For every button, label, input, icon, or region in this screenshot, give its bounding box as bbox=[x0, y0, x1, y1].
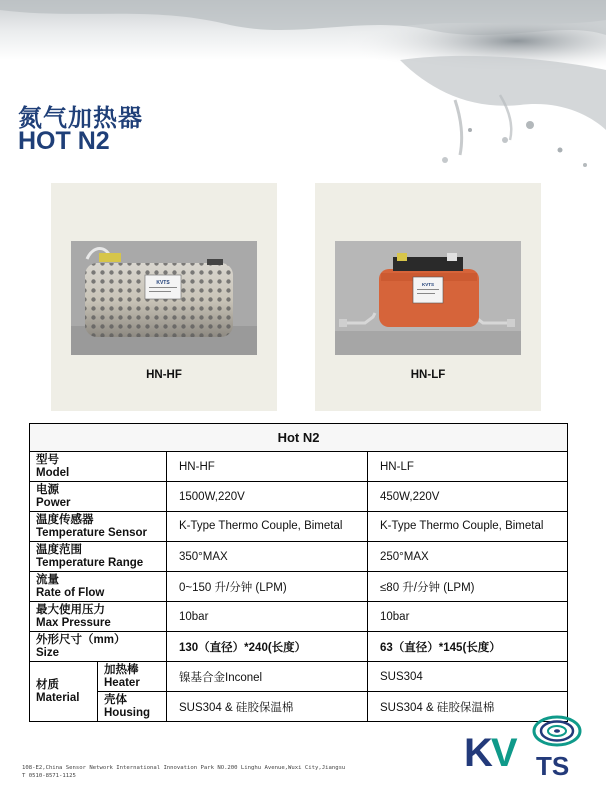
page-title-cn: 氮气加热器 bbox=[18, 105, 143, 132]
value-hn-lf: 250°MAX bbox=[368, 542, 568, 572]
footer-phone: T 0510-8571-1125 bbox=[22, 773, 76, 779]
value-hn-hf: 1500W,220V bbox=[167, 482, 368, 512]
row-label bbox=[30, 512, 167, 542]
row-label-cn: 电源 bbox=[36, 483, 59, 496]
product-caption: HN-LF bbox=[410, 369, 446, 381]
row-label-en: Power bbox=[36, 496, 71, 509]
heater-label-en: Heater bbox=[104, 676, 140, 689]
hn-hf-photo bbox=[71, 241, 257, 355]
water-splash-image bbox=[0, 0, 606, 185]
logo-letters-ts: TS bbox=[536, 751, 570, 781]
page-title-en: HOT N2 bbox=[18, 127, 110, 155]
material-label-cn: 材质 bbox=[36, 678, 59, 691]
value-hn-hf: 10bar bbox=[167, 602, 368, 632]
logo-letter-v: V bbox=[490, 731, 516, 775]
footer bbox=[22, 764, 345, 780]
row-label-cn: 型号 bbox=[36, 453, 59, 466]
row-label-en: Model bbox=[36, 466, 70, 479]
row-label-cn: 流量 bbox=[36, 573, 59, 586]
housing-label-en: Housing bbox=[104, 706, 150, 719]
kvts-logo bbox=[464, 713, 582, 781]
row-label-cn: 温度传感器 bbox=[36, 513, 94, 526]
spec-table bbox=[29, 423, 568, 722]
hn-hf-label-text: KVTS bbox=[156, 280, 170, 286]
row-label bbox=[30, 572, 167, 602]
value-hn-hf: 镍基合金Inconel bbox=[167, 662, 368, 692]
table-row bbox=[30, 452, 568, 482]
value-hn-hf: SUS304 & 硅胶保温棉 bbox=[167, 692, 368, 722]
table-row bbox=[30, 482, 568, 512]
row-label bbox=[30, 452, 167, 482]
hn-lf-label-text: KVTS bbox=[421, 282, 435, 287]
row-label-cn: 温度范围 bbox=[36, 543, 82, 556]
row-label bbox=[30, 482, 167, 512]
row-label-cn: 最大使用压力 bbox=[36, 603, 105, 616]
value-hn-lf: 10bar bbox=[368, 602, 568, 632]
value-hn-lf: 63（直径）*145(长度） bbox=[368, 632, 568, 662]
table-row bbox=[30, 572, 568, 602]
heater-label bbox=[98, 662, 167, 692]
row-label bbox=[30, 602, 167, 632]
row-label-en: Temperature Sensor bbox=[36, 526, 147, 539]
value-hn-lf: K-Type Thermo Couple, Bimetal bbox=[368, 512, 568, 542]
table-header-row bbox=[30, 424, 568, 452]
value-hn-hf: 0~150 升/分钟 (LPM) bbox=[167, 572, 368, 602]
housing-label bbox=[98, 692, 167, 722]
row-label-en: Temperature Range bbox=[36, 556, 144, 569]
value-hn-lf: SUS304 bbox=[368, 662, 568, 692]
row-label-en: Rate of Flow bbox=[36, 586, 105, 599]
logo-letter-k: K bbox=[464, 731, 491, 775]
row-label-en: Size bbox=[36, 646, 60, 659]
logo-text bbox=[464, 731, 516, 776]
value-hn-lf: 450W,220V bbox=[368, 482, 568, 512]
value-hn-hf: 350°MAX bbox=[167, 542, 368, 572]
hn-lf-photo bbox=[335, 241, 521, 355]
product-card-hn-hf bbox=[51, 183, 277, 411]
housing-label-cn: 壳体 bbox=[104, 693, 127, 706]
value-hn-lf: HN-LF bbox=[368, 452, 568, 482]
value-hn-hf: HN-HF bbox=[167, 452, 368, 482]
row-label bbox=[30, 542, 167, 572]
heater-label-cn: 加热棒 bbox=[104, 663, 139, 676]
table-row bbox=[30, 632, 568, 662]
row-label bbox=[30, 632, 167, 662]
table-row bbox=[30, 542, 568, 572]
table-title: Hot N2 bbox=[30, 424, 568, 452]
table-row bbox=[30, 602, 568, 632]
product-caption: HN-HF bbox=[146, 369, 182, 381]
material-label bbox=[30, 662, 98, 722]
table-row bbox=[30, 512, 568, 542]
value-hn-lf: ≤80 升/分钟 (LPM) bbox=[368, 572, 568, 602]
material-label-en: Material bbox=[36, 691, 80, 704]
row-label-cn: 外形尺寸（mm） bbox=[36, 633, 126, 646]
table-row-material-heater bbox=[30, 662, 568, 692]
value-hn-hf: K-Type Thermo Couple, Bimetal bbox=[167, 512, 368, 542]
row-label-en: Max Pressure bbox=[36, 616, 111, 629]
product-card-hn-lf bbox=[315, 183, 541, 411]
ripple-icon bbox=[532, 713, 582, 749]
value-hn-hf: 130（直径）*240(长度） bbox=[167, 632, 368, 662]
footer-address: 108-E2,China Sensor Network International Innovation Park NO.200 Linghu Avenue,Wuxi City,Jiangsu bbox=[22, 765, 346, 771]
value-hn-lf: SUS304 & 硅胶保温棉 bbox=[368, 692, 568, 722]
